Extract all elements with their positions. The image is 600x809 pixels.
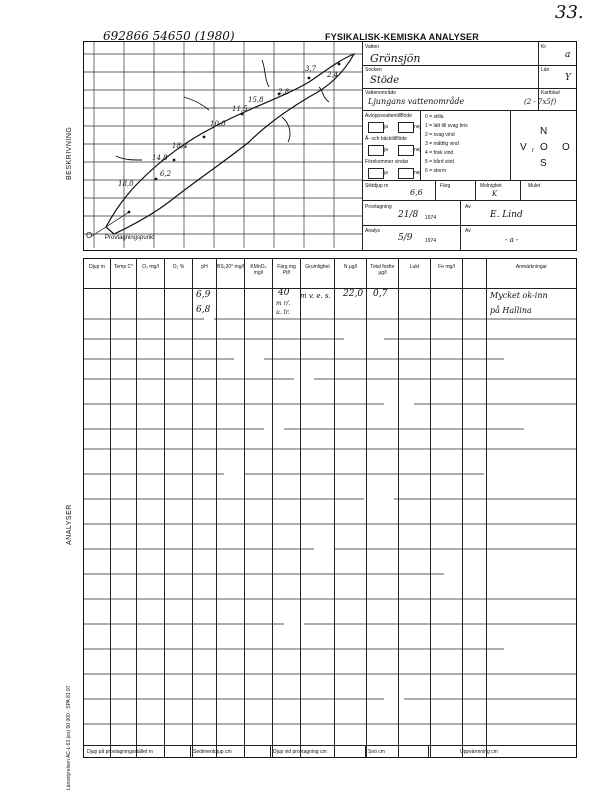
n-value: 0,7 bbox=[373, 289, 388, 299]
wind-scale-1: 1 = lätt till svag bris bbox=[425, 123, 468, 129]
inflow-label: Avloppsvattentillflöde bbox=[365, 113, 412, 119]
col-header-ph: pH bbox=[201, 264, 208, 270]
col-header-n: N µg/l bbox=[343, 264, 358, 270]
compass-v: V bbox=[520, 142, 527, 153]
depth-label: 18,0 bbox=[118, 180, 134, 188]
place-value: Stöde bbox=[370, 75, 400, 86]
grumlighet-value: 22,0 bbox=[343, 289, 364, 299]
notes-row-1: Mycket ok-inn bbox=[490, 291, 548, 300]
surface-nej-box[interactable] bbox=[398, 145, 414, 156]
side-label-beskrivning: BESKRIVNING bbox=[66, 126, 73, 180]
wind-nej: nej bbox=[414, 170, 421, 176]
col-header-lukt: Lukt bbox=[409, 264, 420, 270]
depth-label: 18,4 bbox=[172, 142, 188, 150]
sheet-value: (2 - 7x5f) bbox=[524, 98, 557, 106]
side-print: Länsstyrelsen AC-L 63 (ex) 50 000 · SPA 81.97 bbox=[66, 685, 72, 790]
wind-scale-6: 6 = storm bbox=[425, 168, 446, 174]
wind-scale-2: 2 = svag vind bbox=[425, 132, 455, 138]
col-header-grumlighet: Grumlighet bbox=[305, 264, 330, 270]
depth-label: 2,8 bbox=[278, 88, 290, 96]
lake-label: Vatten bbox=[365, 44, 380, 50]
footer-snow: Snö cm bbox=[368, 749, 385, 755]
surface-ja: ja bbox=[384, 147, 388, 153]
area-label: Vattenområde bbox=[365, 90, 397, 96]
farg-detail-b: m r/. bbox=[276, 300, 291, 307]
side-label-analyser: ANALYSER bbox=[66, 504, 73, 545]
weather-value: K bbox=[492, 190, 498, 198]
ph-value-1: 6,9 bbox=[196, 290, 211, 300]
col-header-anmarkningar: Anmärkningar bbox=[515, 264, 548, 270]
inflow-ja: ja bbox=[384, 124, 388, 130]
compass-s: S bbox=[540, 158, 547, 169]
origin-mark: O bbox=[86, 231, 93, 240]
surface-inflow-label: Å- och bäcktillflöde bbox=[365, 136, 407, 142]
footer-sampling-depth: Djup vid provtagning cm bbox=[273, 749, 327, 755]
secchi-label: Siktdjup m bbox=[365, 183, 389, 189]
inflow-ja-box[interactable] bbox=[368, 122, 384, 133]
surface-ja-box[interactable] bbox=[368, 145, 384, 156]
notes-label: Mulet bbox=[528, 183, 541, 189]
sampled-label: Provtagning bbox=[365, 204, 392, 210]
notes-row-2: på Hallina bbox=[490, 306, 532, 315]
lan-label: Län bbox=[541, 67, 550, 73]
col-header-fe: Fe mg/l bbox=[438, 264, 455, 270]
col-header-temp: Temp C° bbox=[113, 264, 134, 270]
depth-label: 6,2 bbox=[160, 170, 172, 178]
analysed-label: Analys bbox=[365, 228, 381, 234]
lan-value: Y bbox=[565, 73, 571, 83]
sheet-label: Kartblad bbox=[541, 90, 560, 96]
wind-scale-5: 5 = hård vind bbox=[425, 159, 455, 165]
footer-sediment: Sedimentdjup cm bbox=[193, 749, 232, 755]
analysed-by: - a - bbox=[505, 236, 519, 244]
page-number: 33. bbox=[555, 2, 584, 23]
sampling-point-label: Provtagningspunkt bbox=[105, 235, 155, 241]
inflow-nej-box[interactable] bbox=[398, 122, 414, 133]
sampled-date: 21/8 bbox=[398, 210, 419, 220]
surface-nej: nej bbox=[414, 147, 421, 153]
ph-value-2: 6,8 bbox=[196, 305, 211, 315]
col-header-o2-pct: O₂ % bbox=[172, 264, 185, 270]
footer-depth: Djup på provtagningsstället m bbox=[87, 749, 153, 755]
depth-label: 14,8 bbox=[152, 154, 168, 162]
secchi-value: 6,6 bbox=[410, 188, 423, 197]
col-header-djup: Djup m bbox=[89, 264, 105, 270]
wind-ja: ja bbox=[384, 170, 388, 176]
sampled-year: 1974 bbox=[425, 215, 437, 221]
compass-n: N bbox=[540, 126, 548, 137]
area-value: Ljungans vattenområde bbox=[368, 97, 465, 106]
depth-label: 10,0 bbox=[210, 120, 226, 128]
depth-label: 11,5 bbox=[232, 105, 248, 113]
wind-scale-3: 3 = måttlig vind bbox=[425, 141, 459, 147]
wind-ja-box[interactable] bbox=[368, 168, 384, 179]
weather-label: Molnighet bbox=[480, 183, 502, 189]
col-header-bs: BS₂20° mg/l bbox=[217, 264, 245, 270]
wind-nej-box[interactable] bbox=[398, 168, 414, 179]
depth-label: 3,7 bbox=[305, 65, 317, 73]
farg-detail-c: u. lr. bbox=[276, 309, 290, 316]
analysed-date: 5/9 bbox=[398, 233, 413, 243]
lake-value: Grönsjön bbox=[370, 52, 421, 65]
footer-warming: Uppvärmning cm bbox=[460, 749, 498, 755]
lake-map bbox=[84, 42, 364, 250]
wind-scale-0: 0 = stilla bbox=[425, 114, 444, 120]
kr-value: a bbox=[565, 50, 571, 60]
wind-label: Förekommer vindar bbox=[365, 159, 409, 165]
place-label: Socken bbox=[365, 67, 382, 73]
analysed-year: 1974 bbox=[425, 238, 437, 244]
farg-detail: m v. e. s. bbox=[300, 292, 331, 300]
table-grid bbox=[84, 289, 576, 729]
col-header-o2-mg: O₂ mg/l bbox=[142, 264, 159, 270]
col-header-kmno4: KMnO₄ mg/l bbox=[250, 264, 267, 276]
compass-r: r bbox=[532, 148, 534, 154]
compass-o-center: O bbox=[540, 142, 548, 153]
depth-label: 15,8 bbox=[248, 96, 264, 104]
col-header-farg: Färg mg Pt/l bbox=[277, 264, 296, 276]
farg-value-1: 40 bbox=[278, 288, 290, 298]
analysed-by-label: Av bbox=[465, 228, 471, 234]
header-code: 692866 54650 (1980) bbox=[103, 29, 235, 43]
col-header-fosfor: Total fosfor µg/l bbox=[370, 264, 395, 276]
color-label: Färg bbox=[440, 183, 451, 189]
wind-scale-4: 4 = frisk vind bbox=[425, 150, 454, 156]
kr-label: Kr bbox=[541, 44, 546, 50]
compass-o: O bbox=[562, 142, 570, 153]
sampled-by: E. Lind bbox=[490, 210, 523, 220]
inflow-nej: nej bbox=[414, 124, 421, 130]
form-title: FYSIKALISK-KEMISKA ANALYSER bbox=[325, 32, 479, 42]
depth-label: 2,4 bbox=[327, 71, 339, 79]
sampled-by-label: Av bbox=[465, 204, 471, 210]
